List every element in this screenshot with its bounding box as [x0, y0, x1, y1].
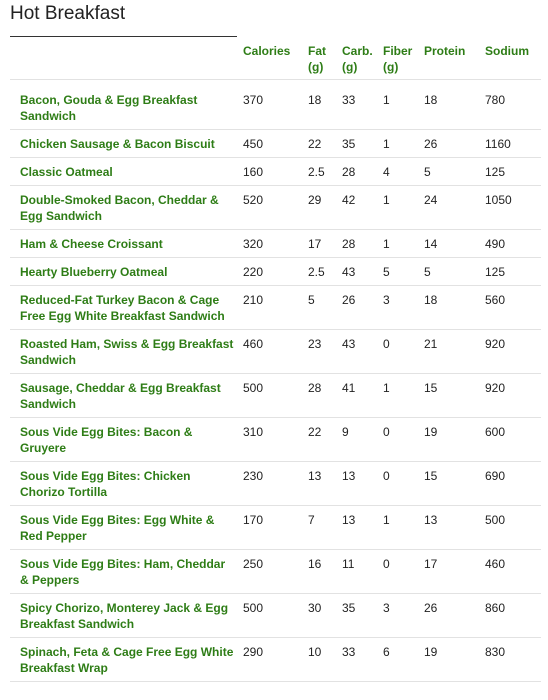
- item-name: Sous Vide Egg Bites: Egg White & Red Pepper: [10, 506, 243, 550]
- table-row: [10, 258, 541, 286]
- cell-carb: 11: [342, 550, 383, 594]
- cell-protein: 5: [424, 158, 485, 186]
- table-row: [10, 638, 541, 682]
- item-name: Sous Vide Egg Bites: Bacon & Gruyere: [10, 418, 243, 462]
- cell-sodium: 460: [485, 550, 541, 594]
- cell-calories: 370: [243, 80, 308, 130]
- table-row: [10, 594, 541, 638]
- header-fat: Fat (g): [308, 41, 342, 80]
- header-fiber: Fiber (g): [383, 41, 424, 80]
- cell-calories: 160: [243, 158, 308, 186]
- cell-fat: 23: [308, 330, 342, 374]
- item-name: Spicy Chorizo, Monterey Jack & Egg Breakfast Sandwich: [10, 594, 243, 638]
- item-name: Chicken Sausage & Bacon Biscuit: [10, 130, 243, 158]
- cell-carb: 28: [342, 230, 383, 258]
- cell-fiber: 0: [383, 330, 424, 374]
- title-underline: [10, 36, 237, 37]
- cell-carb: 9: [342, 418, 383, 462]
- table-row: [10, 286, 541, 330]
- cell-carb: 13: [342, 462, 383, 506]
- cell-sodium: 600: [485, 418, 541, 462]
- item-name: Classic Oatmeal: [10, 158, 243, 186]
- table-row: [10, 462, 541, 506]
- cell-carb: 43: [342, 330, 383, 374]
- item-name: Sous Vide Egg Bites: Ham, Cheddar & Peppers: [10, 550, 243, 594]
- cell-protein: 17: [424, 550, 485, 594]
- cell-protein: 18: [424, 80, 485, 130]
- table-row: [10, 506, 541, 550]
- cell-calories: 520: [243, 186, 308, 230]
- cell-fat: 22: [308, 418, 342, 462]
- cell-carb: 35: [342, 594, 383, 638]
- cell-carb: 42: [342, 186, 383, 230]
- cell-protein: 21: [424, 330, 485, 374]
- cell-fiber: 1: [383, 230, 424, 258]
- table-row: [10, 130, 541, 158]
- cell-fiber: 6: [383, 638, 424, 682]
- cell-calories: 210: [243, 286, 308, 330]
- item-name: Roasted Ham, Swiss & Egg Breakfast Sandwich: [10, 330, 243, 374]
- table-row: [10, 230, 541, 258]
- cell-sodium: 690: [485, 462, 541, 506]
- cell-calories: 320: [243, 230, 308, 258]
- header-sodium: Sodium: [485, 41, 541, 80]
- cell-fiber: 1: [383, 130, 424, 158]
- cell-fiber: 4: [383, 158, 424, 186]
- table-row: [10, 330, 541, 374]
- cell-calories: 500: [243, 594, 308, 638]
- cell-carb: 13: [342, 506, 383, 550]
- table-row: [10, 186, 541, 230]
- cell-protein: 15: [424, 462, 485, 506]
- cell-sodium: 1050: [485, 186, 541, 230]
- cell-protein: 14: [424, 230, 485, 258]
- cell-protein: 24: [424, 186, 485, 230]
- cell-calories: 250: [243, 550, 308, 594]
- cell-fat: 18: [308, 80, 342, 130]
- cell-fiber: 1: [383, 186, 424, 230]
- cell-sodium: 920: [485, 330, 541, 374]
- cell-calories: 310: [243, 418, 308, 462]
- cell-carb: 33: [342, 638, 383, 682]
- cell-protein: 15: [424, 374, 485, 418]
- cell-fiber: 0: [383, 418, 424, 462]
- cell-sodium: 860: [485, 594, 541, 638]
- cell-fiber: 3: [383, 286, 424, 330]
- cell-protein: 5: [424, 258, 485, 286]
- cell-fat: 29: [308, 186, 342, 230]
- nutrition-table: [10, 41, 541, 682]
- item-name: Double-Smoked Bacon, Cheddar & Egg Sandwich: [10, 186, 243, 230]
- cell-sodium: 560: [485, 286, 541, 330]
- cell-fat: 7: [308, 506, 342, 550]
- cell-protein: 18: [424, 286, 485, 330]
- item-name: Sous Vide Egg Bites: Chicken Chorizo Tortilla: [10, 462, 243, 506]
- cell-calories: 460: [243, 330, 308, 374]
- cell-carb: 43: [342, 258, 383, 286]
- header-item: [10, 41, 243, 80]
- cell-sodium: 1160: [485, 130, 541, 158]
- cell-sodium: 125: [485, 158, 541, 186]
- header-row: [10, 41, 541, 80]
- cell-sodium: 920: [485, 374, 541, 418]
- cell-fat: 10: [308, 638, 342, 682]
- table-row: [10, 158, 541, 186]
- cell-fat: 30: [308, 594, 342, 638]
- cell-calories: 220: [243, 258, 308, 286]
- cell-protein: 26: [424, 594, 485, 638]
- cell-fat: 2.5: [308, 158, 342, 186]
- cell-calories: 170: [243, 506, 308, 550]
- cell-fat: 2.5: [308, 258, 342, 286]
- cell-protein: 19: [424, 418, 485, 462]
- cell-carb: 41: [342, 374, 383, 418]
- cell-carb: 28: [342, 158, 383, 186]
- item-name: Hearty Blueberry Oatmeal: [10, 258, 243, 286]
- cell-fat: 13: [308, 462, 342, 506]
- cell-sodium: 125: [485, 258, 541, 286]
- cell-fiber: 1: [383, 506, 424, 550]
- item-name: Sausage, Cheddar & Egg Breakfast Sandwich: [10, 374, 243, 418]
- cell-fat: 16: [308, 550, 342, 594]
- cell-protein: 13: [424, 506, 485, 550]
- table-row: [10, 374, 541, 418]
- page-title: Hot Breakfast: [10, 3, 126, 24]
- cell-carb: 26: [342, 286, 383, 330]
- cell-sodium: 490: [485, 230, 541, 258]
- cell-fiber: 3: [383, 594, 424, 638]
- cell-protein: 26: [424, 130, 485, 158]
- cell-fiber: 1: [383, 374, 424, 418]
- header-protein: Protein: [424, 41, 485, 80]
- header-carb: Carb. (g): [342, 41, 383, 80]
- cell-carb: 33: [342, 80, 383, 130]
- cell-fiber: 1: [383, 80, 424, 130]
- cell-calories: 230: [243, 462, 308, 506]
- cell-calories: 290: [243, 638, 308, 682]
- cell-fiber: 0: [383, 462, 424, 506]
- header-calories: Calories: [243, 41, 308, 80]
- cell-sodium: 780: [485, 80, 541, 130]
- cell-sodium: 500: [485, 506, 541, 550]
- cell-fat: 5: [308, 286, 342, 330]
- item-name: Reduced-Fat Turkey Bacon & Cage Free Egg White Breakfast Sandwich: [10, 286, 243, 330]
- cell-carb: 35: [342, 130, 383, 158]
- cell-fat: 28: [308, 374, 342, 418]
- cell-calories: 500: [243, 374, 308, 418]
- cell-calories: 450: [243, 130, 308, 158]
- item-name: Spinach, Feta & Cage Free Egg White Breakfast Wrap: [10, 638, 243, 682]
- table-row: [10, 80, 541, 130]
- cell-fiber: 0: [383, 550, 424, 594]
- cell-fat: 17: [308, 230, 342, 258]
- table-row: [10, 418, 541, 462]
- cell-protein: 19: [424, 638, 485, 682]
- cell-fiber: 5: [383, 258, 424, 286]
- item-name: Ham & Cheese Croissant: [10, 230, 243, 258]
- table-row: [10, 550, 541, 594]
- cell-fat: 22: [308, 130, 342, 158]
- item-name: Bacon, Gouda & Egg Breakfast Sandwich: [10, 80, 243, 130]
- cell-sodium: 830: [485, 638, 541, 682]
